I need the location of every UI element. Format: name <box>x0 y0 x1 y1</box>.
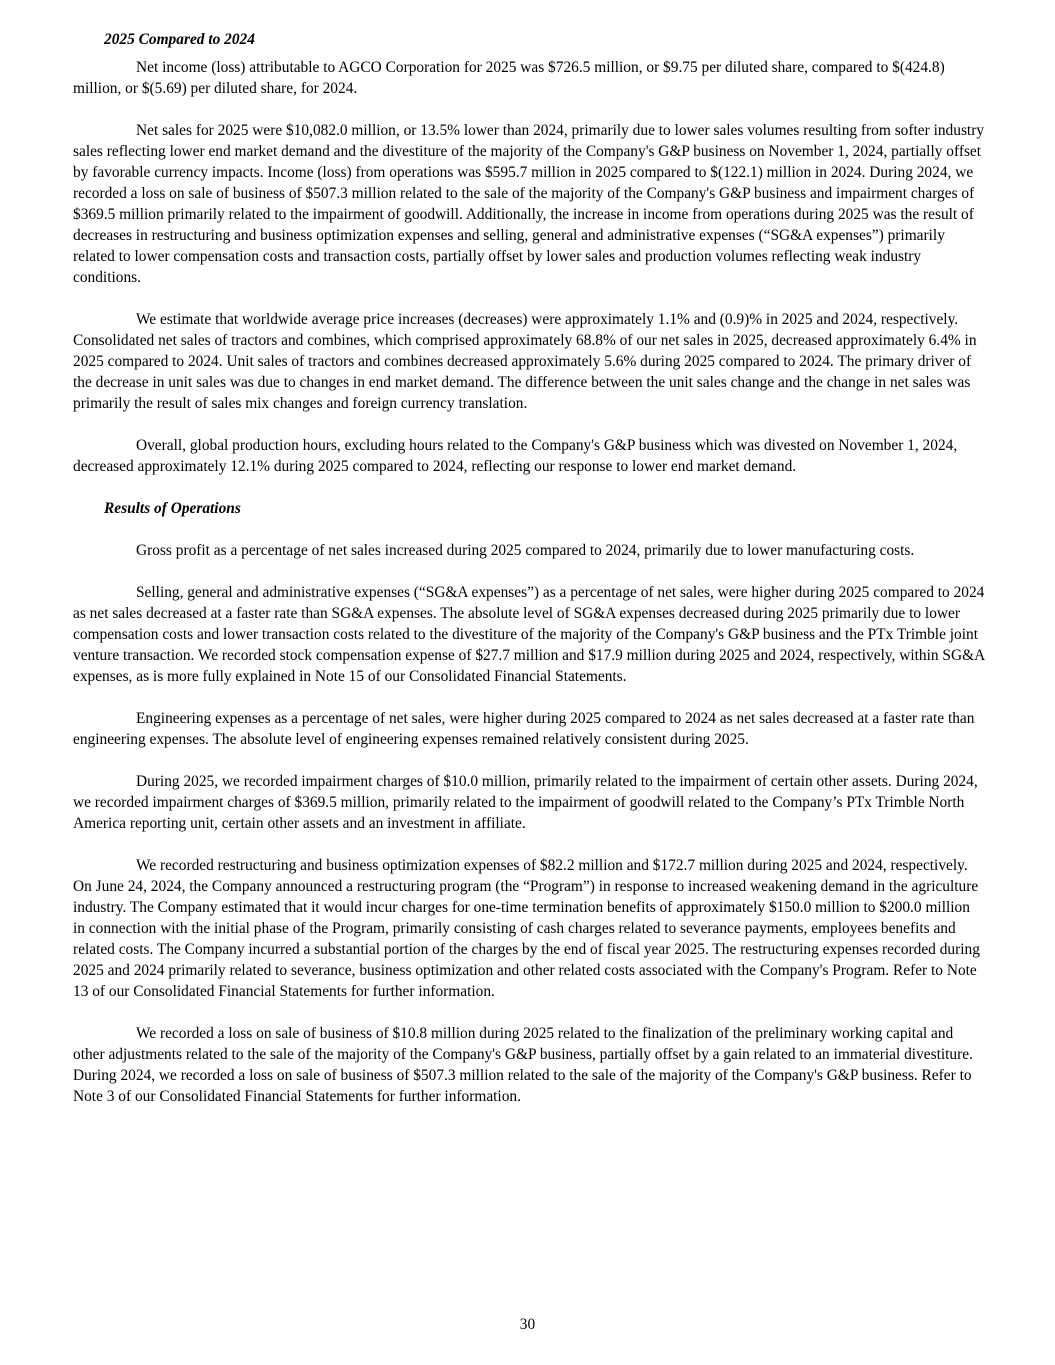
section-heading-results-of-operations: Results of Operations <box>104 500 241 517</box>
paragraph-restructuring: We recorded restructuring and business optimization expenses of $82.2 million and $172.7 million during 2025 and 2024, respectively. On June 24, 2024, the Company announced a restructuring program (the “Program”) in response to increased weakening demand in the agriculture industry. The Company estimated that it would incur charges for one-time termination benefits of approximately $150.0 million to $200.0 million in connection with the initial phase of the Program, primarily consisting of cash charges related to severance payments, employees benefits and related costs. The Company incurred a substantial portion of the charges by the end of fiscal year 2025. The restructuring expenses recorded during 2025 and 2024 primarily related to severance, business optimization and other related costs associated with the Company's Program. Refer to Note 13 of our Consolidated Financial Statements for further information. <box>73 857 980 1000</box>
paragraph-price-increases: We estimate that worldwide average price increases (decreases) were approximately 1.1% and (0.9)% in 2025 and 2024, respectively. Consolidated net sales of tractors and combines, which comprised approximately 68.8% of our net sales in 2025, decreased approximately 6.4% in 2025 compared to 2024. Unit sales of tractors and combines decreased approximately 5.6% during 2025 compared to 2024. The primary driver of the decrease in unit sales was due to changes in end market demand. The difference between the unit sales change and the change in net sales was primarily the result of sales mix changes and foreign currency translation. <box>73 311 977 412</box>
paragraph-sga-expenses: Selling, general and administrative expenses (“SG&A expenses”) as a percentage of net sales, were higher during 2025 compared to 2024 as net sales decreased at a faster rate than SG&A expenses. The absolute level of SG&A expenses decreased during 2025 primarily due to lower compensation costs and lower transaction costs related to the divestiture of the majority of the Company's G&P business and the PTx Trimble joint venture transaction. We recorded stock compensation expense of $27.7 million and $17.9 million during 2025 and 2024, respectively, within SG&A expenses, as is more fully explained in Note 15 of our Consolidated Financial Statements. <box>73 584 985 685</box>
section-heading-2025-compared-to-2024: 2025 Compared to 2024 <box>104 31 255 48</box>
page-number: 30 <box>519 1316 536 1333</box>
paragraph-loss-on-sale: We recorded a loss on sale of business of $10.8 million during 2025 related to the finalization of the preliminary working capital and other adjustments related to the sale of the majority of the Company's G&P business, partially offset by a gain related to an immaterial divestiture. During 2024, we recorded a loss on sale of business of $507.3 million related to the sale of the majority of the Company's G&P business. Refer to Note 3 of our Consolidated Financial Statements for further information. <box>73 1025 973 1105</box>
paragraph-production-hours: Overall, global production hours, excluding hours related to the Company's G&P business which was divested on November 1, 2024, decreased approximately 12.1% during 2025 compared to 2024, reflecting our response to lower end market demand. <box>73 437 958 475</box>
paragraph-impairment-charges: During 2025, we recorded impairment charges of $10.0 million, primarily related to the impairment of certain other assets. During 2024, we recorded impairment charges of $369.5 million, primarily related to the impairment of goodwill related to the Company’s PTx Trimble North America reporting unit, certain other assets and an investment in affiliate. <box>73 773 978 832</box>
paragraph-net-sales: Net sales for 2025 were $10,082.0 million, or 13.5% lower than 2024, primarily due to lower sales volumes resulting from softer industry sales reflecting lower end market demand and the divestiture of the majority of the Company's G&P business on November 1, 2024, partially offset by favorable currency impacts. Income (loss) from operations was $595.7 million in 2025 compared to $(122.1) million in 2024. During 2024, we recorded a loss on sale of business of $507.3 million related to the sale of the majority of the Company's G&P business and impairment charges of $369.5 million primarily related to the impairment of goodwill. Additionally, the increase in income from operations during 2025 was the result of decreases in restructuring and business optimization expenses and selling, general and administrative expenses (“SG&A expenses”) primarily related to lower compensation costs and transaction costs, partially offset by lower sales and production volumes reflecting weak industry conditions. <box>73 122 985 286</box>
document-body <box>73 31 985 1128</box>
paragraph-gross-profit: Gross profit as a percentage of net sales increased during 2025 compared to 2024, primarily due to lower manufacturing costs. <box>136 542 915 559</box>
paragraph-engineering-expenses: Engineering expenses as a percentage of net sales, were higher during 2025 compared to 2024 as net sales decreased at a faster rate than engineering expenses. The absolute level of engineering expenses remained relatively consistent during 2025. <box>73 710 975 748</box>
paragraph-net-income: Net income (loss) attributable to AGCO Corporation for 2025 was $726.5 million, or $9.75 per diluted share, compared to $(424.8) million, or $(5.69) per diluted share, for 2024. <box>73 59 945 97</box>
